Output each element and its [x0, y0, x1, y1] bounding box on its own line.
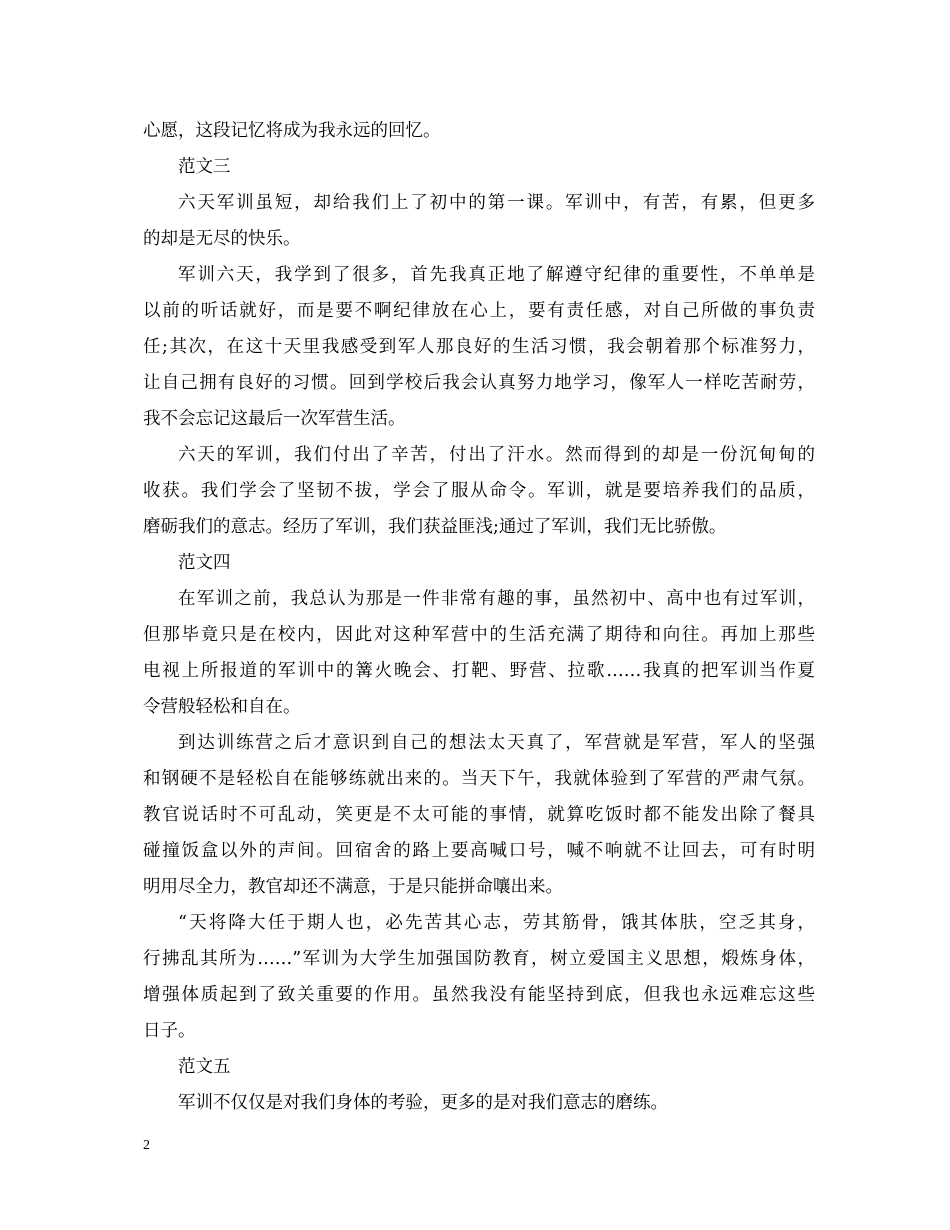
text-line: 电视上所报道的军训中的篝火晚会、打靶、野营、拉歌……我真的把军训当作夏	[143, 661, 815, 681]
text-line: 六天的军训，我们付出了辛苦，付出了汗水。然而得到的却是一份沉甸甸的	[178, 445, 815, 465]
text-line: 心愿，这段记忆将成为我永远的回忆。	[143, 121, 441, 141]
text-line: 任;其次，在这十天里我感受到军人那良好的生活习惯，我会朝着那个标准努力，	[143, 337, 815, 357]
text-line: 让自己拥有良好的习惯。回到学校后我会认真努力地学习，像军人一样吃苦耐劳，	[143, 373, 815, 393]
text-line: 的却是无尽的快乐。	[143, 229, 301, 249]
text-line: 军训六天，我学到了很多，首先我真正地了解遵守纪律的重要性，不单单是	[178, 265, 815, 285]
text-line: 收获。我们学会了坚韧不拔，学会了服从命令。军训，就是要培养我们的品质，	[143, 481, 815, 501]
text-line: 行拂乱其所为……”军训为大学生加强国防教育，树立爱国主义思想，煅炼身体，	[143, 949, 815, 969]
section-heading: 范文五	[178, 1057, 231, 1077]
text-line: “天将降大任于期人也，必先苦其心志，劳其筋骨，饿其体肤，空乏其身，	[178, 913, 815, 933]
text-line: 教官说话时不可乱动，笑更是不太可能的事情，就算吃饭时都不能发出除了餐具	[143, 805, 815, 825]
text-line: 和钢硬不是轻松自在能够练就出来的。当天下午，我就体验到了军营的严肃气氛。	[143, 769, 815, 789]
document-body	[143, 113, 815, 1121]
text-line: 但那毕竟只是在校内，因此对这种军营中的生活充满了期待和向往。再加上那些	[143, 625, 815, 645]
text-line: 碰撞饭盒以外的声间。回宿舍的路上要高喊口号，喊不响就不让回去，可有时明	[143, 841, 815, 861]
page-number: 2	[143, 1138, 150, 1153]
text-line: 在军训之前，我总认为那是一件非常有趣的事，虽然初中、高中也有过军训，	[178, 589, 815, 609]
text-line: 增强体质起到了致关重要的作用。虽然我没有能坚持到底，但我也永远难忘这些	[143, 985, 815, 1005]
text-line: 军训不仅仅是对我们身体的考验，更多的是对我们意志的磨练。	[178, 1093, 668, 1113]
text-line: 六天军训虽短，却给我们上了初中的第一课。军训中，有苦，有累，但更多	[178, 193, 815, 213]
text-line: 到达训练营之后才意识到自己的想法太天真了，军营就是军营，军人的坚强	[178, 733, 815, 753]
section-heading: 范文三	[178, 157, 231, 177]
text-line: 明用尽全力，教官却还不满意，于是只能拼命嚷出来。	[143, 877, 563, 897]
section-heading: 范文四	[178, 553, 231, 573]
text-line: 我不会忘记这最后一次军营生活。	[143, 409, 406, 429]
text-line: 以前的听话就好，而是要不啊纪律放在心上，要有责任感，对自己所做的事负责	[143, 301, 815, 321]
text-line: 日子。	[143, 1021, 196, 1041]
text-line: 令营般轻松和自在。	[143, 697, 301, 717]
text-line: 磨砺我们的意志。经历了军训，我们获益匪浅;通过了军训，我们无比骄傲。	[143, 517, 727, 537]
